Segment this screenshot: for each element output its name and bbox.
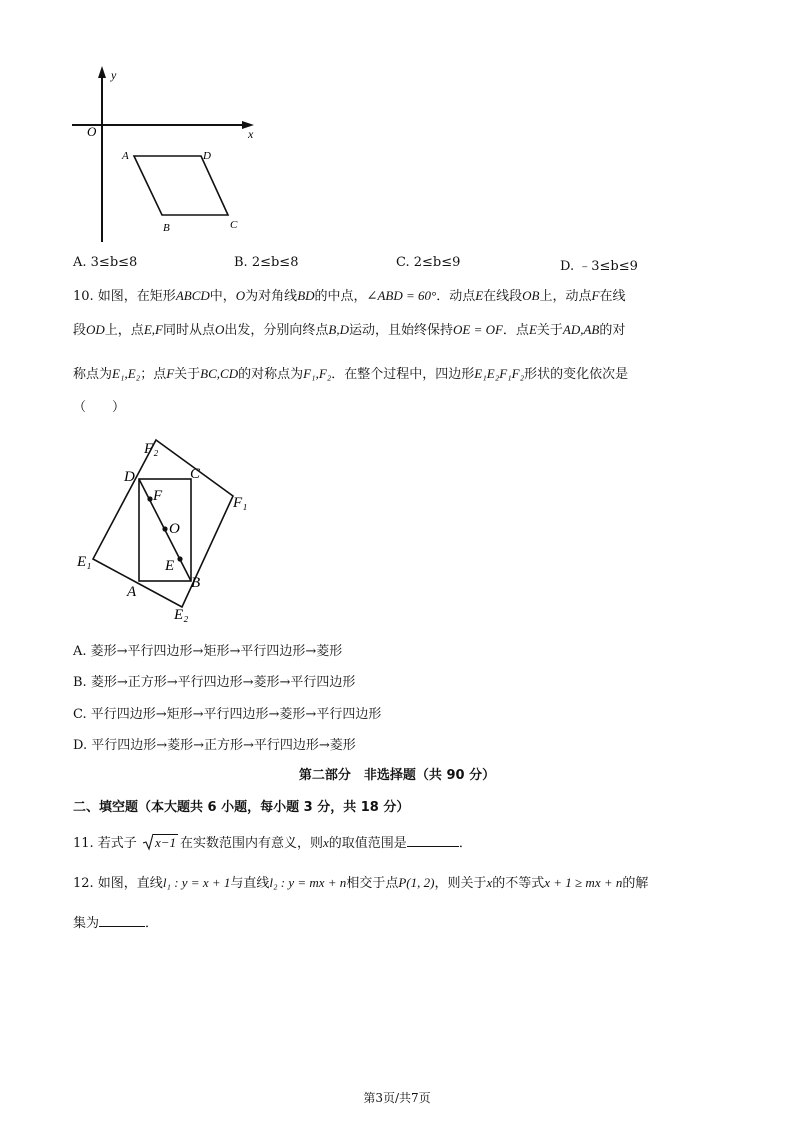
q10-option-d: D. 平行四边形→菱形→正方形→平行四边形→菱形 <box>73 738 356 753</box>
point-c-label: C <box>230 219 238 231</box>
label-a: A <box>127 584 137 600</box>
q10-line-1: 10. 如图，在矩形ABCD中，O为对角线BD的中点，∠ABD = 60°．动点E在线段OB上，动点F在线 <box>73 288 626 304</box>
sqrt-expression: x−1 <box>143 833 178 854</box>
figure-coordinate-parallelogram <box>60 60 270 250</box>
y-axis-arrow <box>98 66 106 78</box>
point-f-dot <box>147 496 152 501</box>
q9-option-b: B. 2≤b≤8 <box>234 255 299 270</box>
label-b: B <box>191 575 201 591</box>
label-d: D <box>124 469 135 485</box>
y-axis-label: y <box>111 68 117 82</box>
point-a-label: A <box>122 150 129 162</box>
q10-line-2: 段OD上，点E,F同时从点O出发，分别向终点B,D运动，且始终保持OE = OF．点E关于AD,AB的对 <box>73 322 626 338</box>
question-12-line-1: 12. 如图，直线l₁ : y = x + 1与直线l₂ : y = mx + n相交于点P(1, 2)，则关于x的不等式x + 1 ≥ mx + n的解 <box>73 875 649 891</box>
q12-answer-blank[interactable] <box>99 912 145 927</box>
q10-option-c: C. 平行四边形→矩形→平行四边形→菱形→平行四边形 <box>73 707 382 722</box>
label-f2: F₂ <box>144 441 159 457</box>
q9-option-a: A. 3≤b≤8 <box>73 255 138 270</box>
page-footer: 第3页/共7页 <box>363 1091 431 1105</box>
q10-option-a: A. 菱形→平行四边形→矩形→平行四边形→菱形 <box>73 644 343 659</box>
q11-answer-blank[interactable] <box>407 832 459 847</box>
section-fill-in-title: 二、填空题（本大题共 6 小题，每小题 3 分，共 18 分） <box>73 800 410 815</box>
label-e: E <box>165 558 175 574</box>
question-12-line-2: 集为 ． <box>73 912 158 934</box>
point-b-label: B <box>163 222 170 234</box>
figure-rectangle-reflections <box>70 430 270 625</box>
point-d-label: D <box>203 150 211 162</box>
x-axis-label: x <box>248 127 254 141</box>
part-two-title: 第二部分 非选择题（共 90 分） <box>298 768 496 783</box>
point-e-dot <box>177 556 182 561</box>
label-e1: E₁ <box>77 554 92 570</box>
label-c: C <box>190 466 201 482</box>
q9-option-c: C. 2≤b≤9 <box>396 255 461 270</box>
parallelogram-abcd <box>134 156 228 215</box>
label-f: F <box>153 488 163 504</box>
q10-line-3: 称点为E₁,E₂；点F关于BC,CD的对称点为F₁,F₂．在整个过程中，四边形E₁E₂F₁F₂形状的变化依次是 <box>73 366 629 382</box>
q10-option-b: B. 菱形→正方形→平行四边形→菱形→平行四边形 <box>73 675 356 690</box>
label-e2: E₂ <box>174 607 189 623</box>
origin-label: O <box>87 124 97 139</box>
radical-sign-icon <box>143 833 153 851</box>
quadrilateral-e1e2f1f2 <box>93 440 233 607</box>
label-o: O <box>169 521 180 537</box>
label-f1: F₁ <box>233 495 248 511</box>
q10-answer-paren: （ ） <box>73 400 126 415</box>
question-11: 11. 若式子 x−1 在实数范围内有意义，则x的取值范围是 ． <box>73 832 472 854</box>
q9-option-d: D. ﹣3≤b≤9 <box>560 259 638 274</box>
point-o-dot <box>162 526 167 531</box>
